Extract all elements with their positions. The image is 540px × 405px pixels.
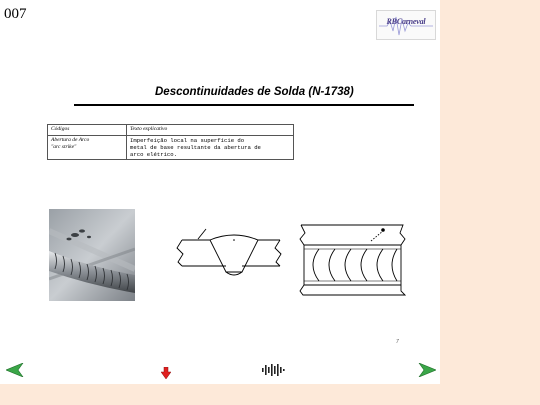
logo-text: RBCarneval [386, 17, 426, 26]
next-slide-button[interactable] [418, 363, 436, 382]
arrow-left-icon [6, 363, 24, 377]
description-line: Imperfeição local na superfície do [130, 137, 245, 144]
arrow-right-icon [418, 363, 436, 377]
weld-cross-section-diagram [176, 228, 286, 280]
title-divider [74, 104, 414, 106]
audio-button[interactable] [262, 363, 286, 381]
code-cell [48, 136, 127, 160]
slide-title: Descontinuidades de Solda (N-1738) [155, 86, 354, 98]
description-cell [127, 136, 294, 160]
logo [376, 10, 436, 40]
description-line: metal de base resultante da abertura de [130, 144, 261, 151]
codes-table [47, 124, 294, 160]
weld-top-view-diagram [297, 221, 409, 297]
code-line: Abertura de Arco [51, 137, 90, 143]
code-line: "arc strike" [51, 144, 77, 150]
audio-waveform-icon [262, 364, 286, 376]
description-line: arco elétrico. [130, 151, 177, 158]
table-row [48, 136, 294, 160]
previous-slide-button[interactable] [6, 363, 24, 382]
download-button[interactable] [161, 366, 171, 384]
weld-bead-photo [49, 209, 135, 301]
header-codigos: Códigos [48, 125, 127, 136]
header-texto-explicativo: Texto explicativo [127, 125, 294, 136]
page-number: 7 [396, 339, 399, 345]
arrow-down-icon [161, 367, 171, 379]
slide-number: 007 [4, 6, 27, 22]
table-header-row [48, 125, 294, 136]
